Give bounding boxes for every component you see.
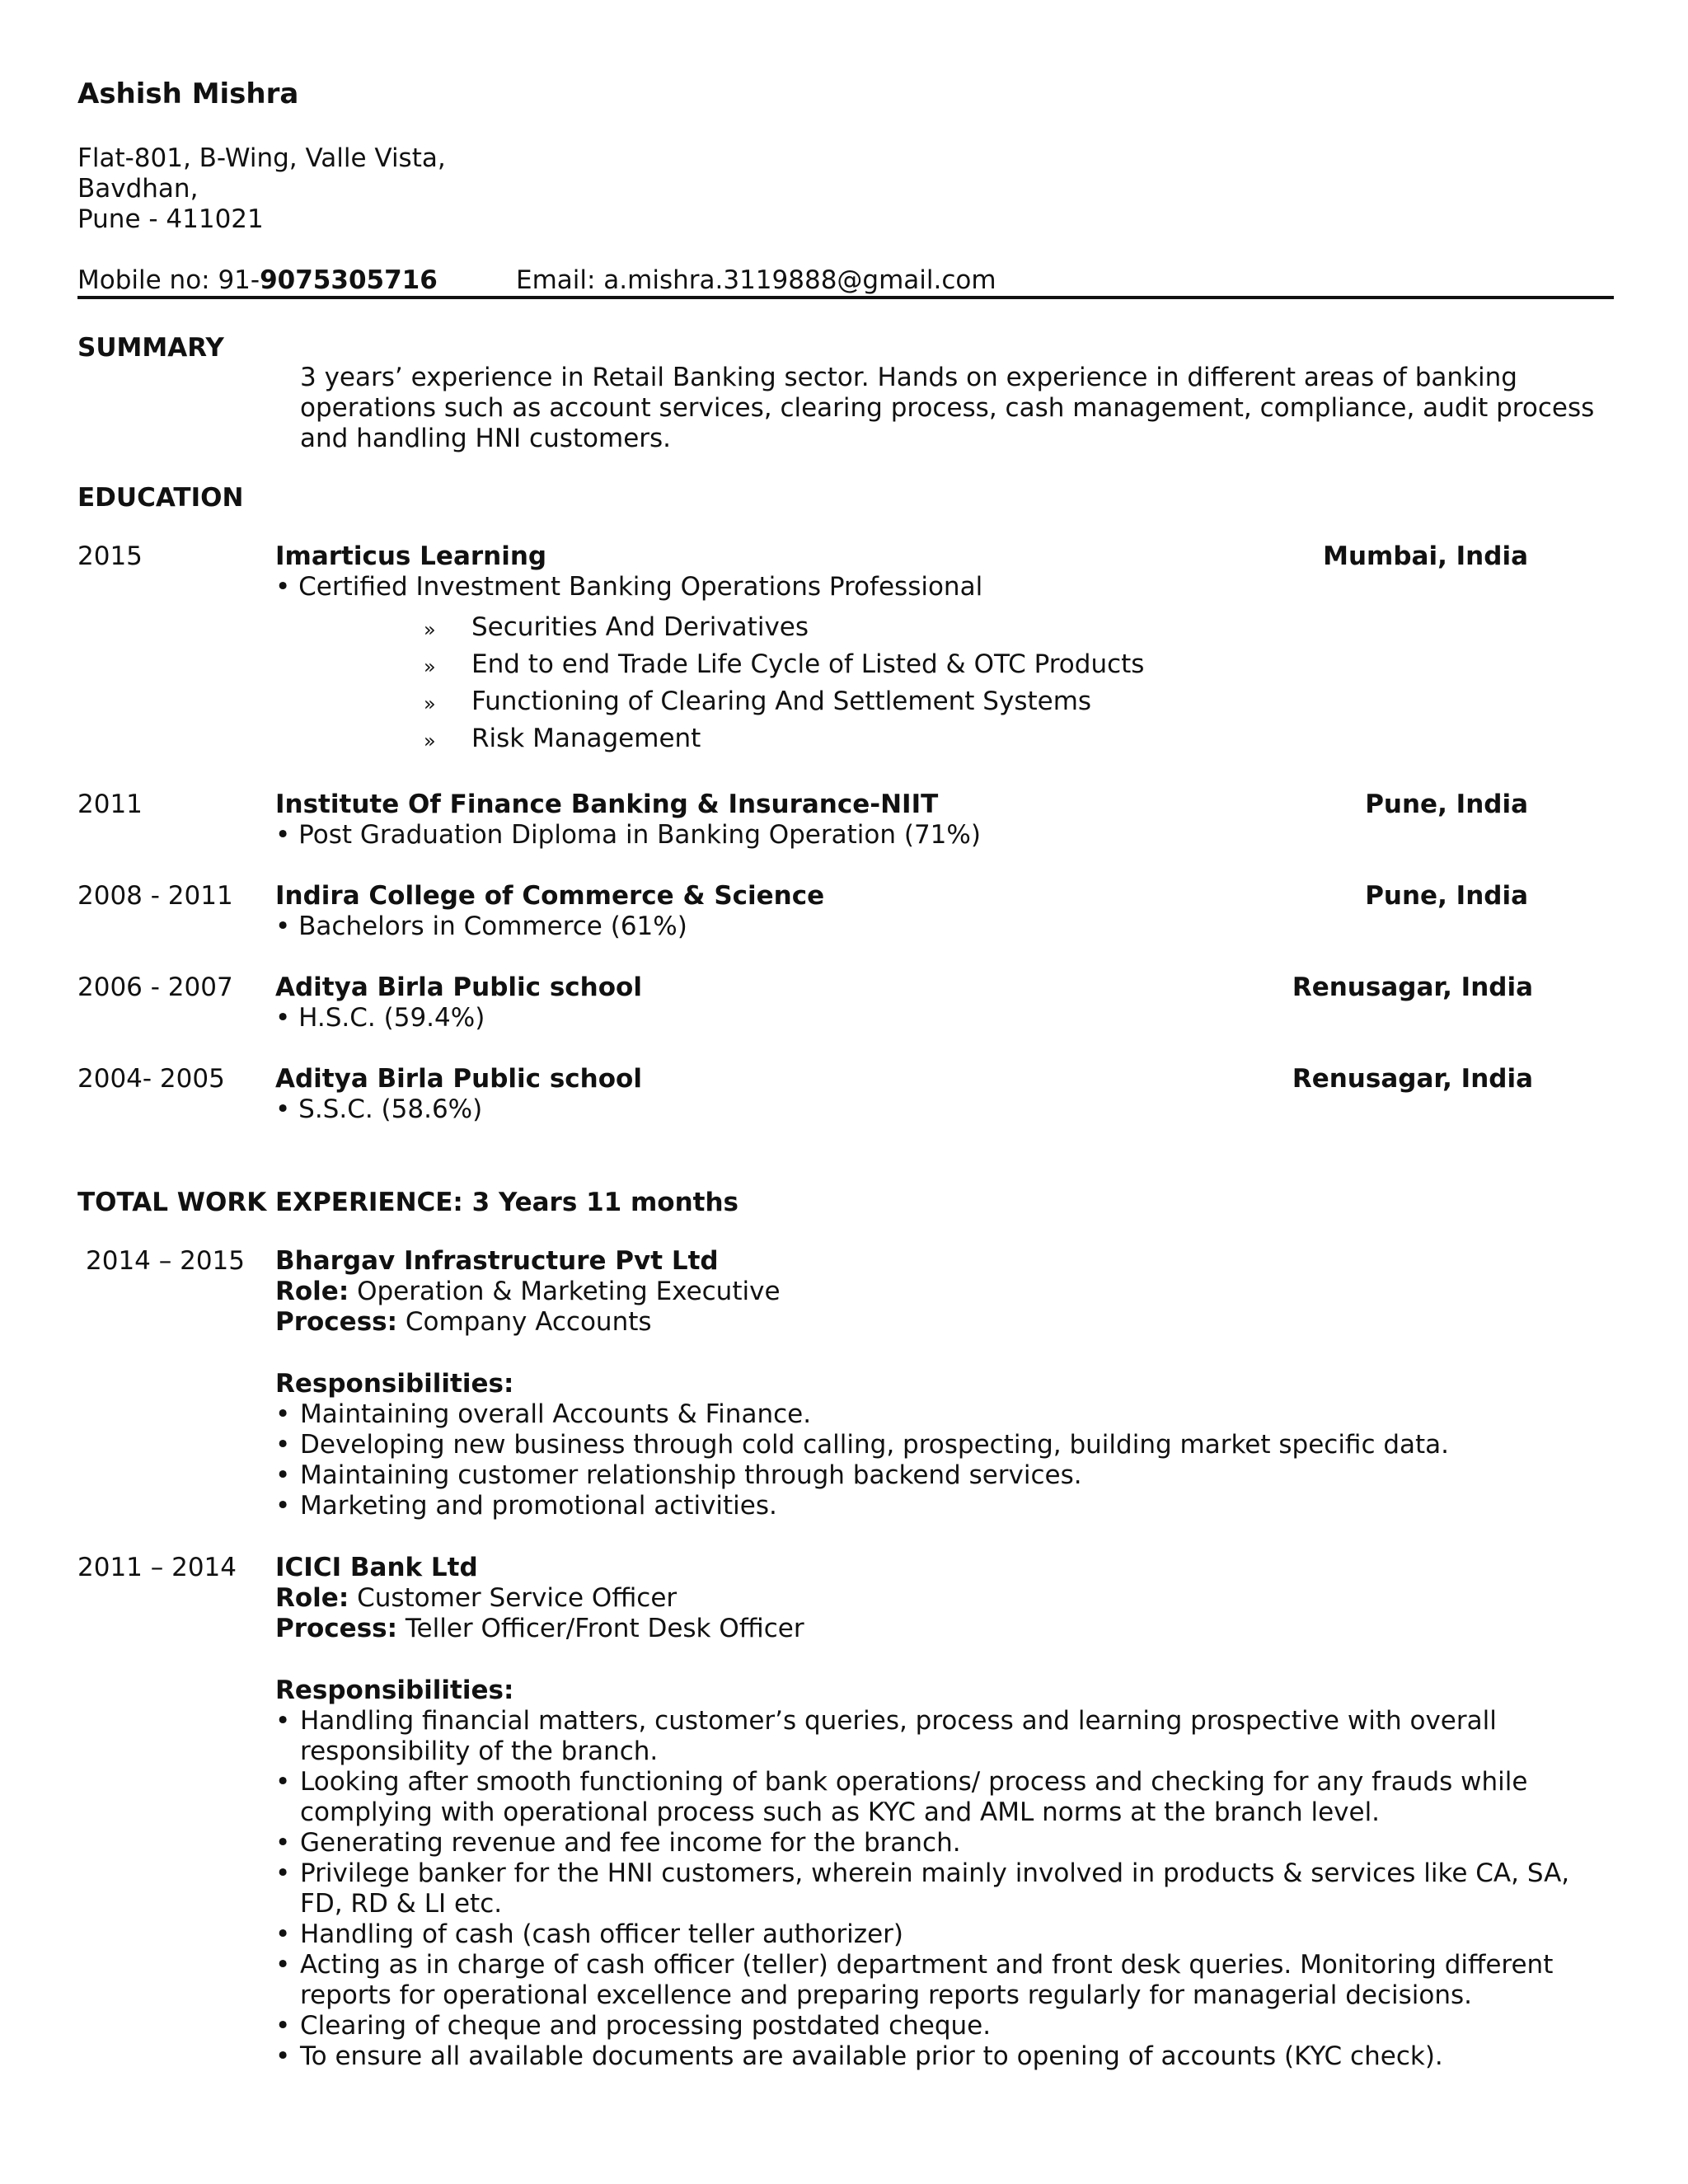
responsibility-list <box>275 1399 1611 1521</box>
job-process: Process: Teller Officer/Front Desk Officer <box>275 1614 804 1643</box>
job-company: Bhargav Infrastructure Pvt Ltd <box>275 1246 719 1276</box>
bullet-icon: • <box>275 1950 291 1980</box>
education-year: 2006 - 2007 <box>77 972 233 1002</box>
education-detail: • S.S.C. (58.6%) <box>275 1094 483 1124</box>
education-detail: • Bachelors in Commerce (61%) <box>275 912 687 941</box>
responsibility-item: • Looking after smooth functioning of bank operations/ process and checking for any frauds while complying with operational process such as KYC and AML norms at the branch level. <box>275 1767 1528 1827</box>
work-experience-heading: TOTAL WORK EXPERIENCE: 3 Years 11 months <box>77 1188 739 1217</box>
candidate-name: Ashish Mishra <box>77 77 299 110</box>
responsibility-item: • Maintaining customer relationship through backend services. <box>275 1460 1082 1490</box>
address-line: Pune - 411021 <box>77 204 264 234</box>
bullet-icon: • <box>275 1919 291 1949</box>
summary-text: 3 years’ experience in Retail Banking sector. Hands on experience in different areas of banking operations such as account services, clearing process, cash management, compliance, audit process and handling HNI customers. <box>300 363 1595 453</box>
bullet-icon: • <box>275 1430 291 1460</box>
education-location: Pune, India <box>1365 790 1528 819</box>
responsibility-item: • Marketing and promotional activities. <box>275 1491 777 1521</box>
education-institution: Institute Of Finance Banking & Insurance-NIIT <box>275 790 939 819</box>
responsibility-item: • Handling financial matters, customer’s queries, process and learning prospective with overall responsibility of the branch. <box>275 1706 1497 1766</box>
job-role: Role: Customer Service Officer <box>275 1583 678 1613</box>
bullet-icon: • <box>275 2041 291 2071</box>
course-topic: » Securities And Derivatives <box>424 609 1144 646</box>
responsibility-item: • Developing new business through cold calling, prospecting, building market specific data. <box>275 1430 1450 1460</box>
education-detail: • Certified Investment Banking Operations Professional <box>275 572 983 602</box>
education-detail: • H.S.C. (59.4%) <box>275 1003 485 1033</box>
bullet-icon: • <box>275 1767 291 1797</box>
guillemet-icon: » <box>424 655 436 678</box>
guillemet-icon: » <box>424 692 436 715</box>
education-location: Renusagar, India <box>1292 1064 1533 1094</box>
responsibility-list <box>275 1706 1611 2072</box>
address-block <box>77 143 446 235</box>
job-process: Process: Company Accounts <box>275 1307 652 1337</box>
education-year: 2004- 2005 <box>77 1064 225 1094</box>
education-location: Pune, India <box>1365 881 1528 911</box>
education-year: 2011 <box>77 790 143 819</box>
mobile-number: 9075305716 <box>260 265 438 295</box>
guillemet-icon: » <box>424 729 436 752</box>
responsibility-item: • Acting as in charge of cash officer (teller) department and front desk queries. Monitoring different reports for operational excellence and preparing reports regularly for managerial decisions. <box>275 1950 1554 2010</box>
responsibility-item: • Generating revenue and fee income for the branch. <box>275 1828 961 1858</box>
bullet-icon: • <box>275 1858 291 1888</box>
education-heading: EDUCATION <box>77 483 244 513</box>
job-company: ICICI Bank Ltd <box>275 1553 478 1582</box>
guillemet-icon: » <box>424 618 436 641</box>
responsibility-item: • Handling of cash (cash officer teller authorizer) <box>275 1919 903 1949</box>
mobile-label: Mobile no: 91- <box>77 265 260 295</box>
email-info: Email: a.mishra.3119888@gmail.com <box>516 265 996 295</box>
responsibilities-label: Responsibilities: <box>275 1675 514 1705</box>
responsibility-item: • To ensure all available documents are available prior to opening of accounts (KYC check). <box>275 2041 1443 2071</box>
bullet-icon: • <box>275 2011 291 2041</box>
header-divider <box>77 296 1614 299</box>
job-years: 2014 – 2015 <box>86 1246 245 1276</box>
responsibilities-label: Responsibilities: <box>275 1369 514 1399</box>
education-location: Renusagar, India <box>1292 972 1533 1002</box>
course-topic: » End to end Trade Life Cycle of Listed & OTC Products <box>424 646 1144 683</box>
education-year: 2008 - 2011 <box>77 881 233 911</box>
bullet-icon: • <box>275 1828 291 1858</box>
bullet-icon: • <box>275 1399 291 1429</box>
job-years: 2011 – 2014 <box>77 1553 237 1582</box>
mobile-info <box>77 265 438 296</box>
responsibility-item: • Privilege banker for the HNI customers, wherein mainly involved in products & services like CA, SA, FD, RD & LI etc. <box>275 1858 1570 1919</box>
bullet-icon: • <box>275 1460 291 1490</box>
bullet-icon: • <box>275 1706 291 1736</box>
education-institution: Imarticus Learning <box>275 541 547 571</box>
course-topic-list <box>424 609 1144 757</box>
responsibility-item: • Clearing of cheque and processing postdated cheque. <box>275 2011 992 2041</box>
education-institution: Aditya Birla Public school <box>275 1064 642 1094</box>
address-line: Bavdhan, <box>77 174 199 204</box>
course-topic: » Functioning of Clearing And Settlement Systems <box>424 683 1144 720</box>
education-year: 2015 <box>77 541 143 571</box>
course-topic: » Risk Management <box>424 720 1144 757</box>
education-institution: Aditya Birla Public school <box>275 972 642 1002</box>
education-detail: • Post Graduation Diploma in Banking Operation (71%) <box>275 820 981 850</box>
job-role: Role: Operation & Marketing Executive <box>275 1277 781 1306</box>
summary-heading: SUMMARY <box>77 333 224 363</box>
education-location: Mumbai, India <box>1323 541 1528 571</box>
address-line: Flat-801, B-Wing, Valle Vista, <box>77 143 446 173</box>
education-institution: Indira College of Commerce & Science <box>275 881 825 911</box>
responsibility-item: • Maintaining overall Accounts & Finance. <box>275 1399 812 1429</box>
bullet-icon: • <box>275 1491 291 1521</box>
